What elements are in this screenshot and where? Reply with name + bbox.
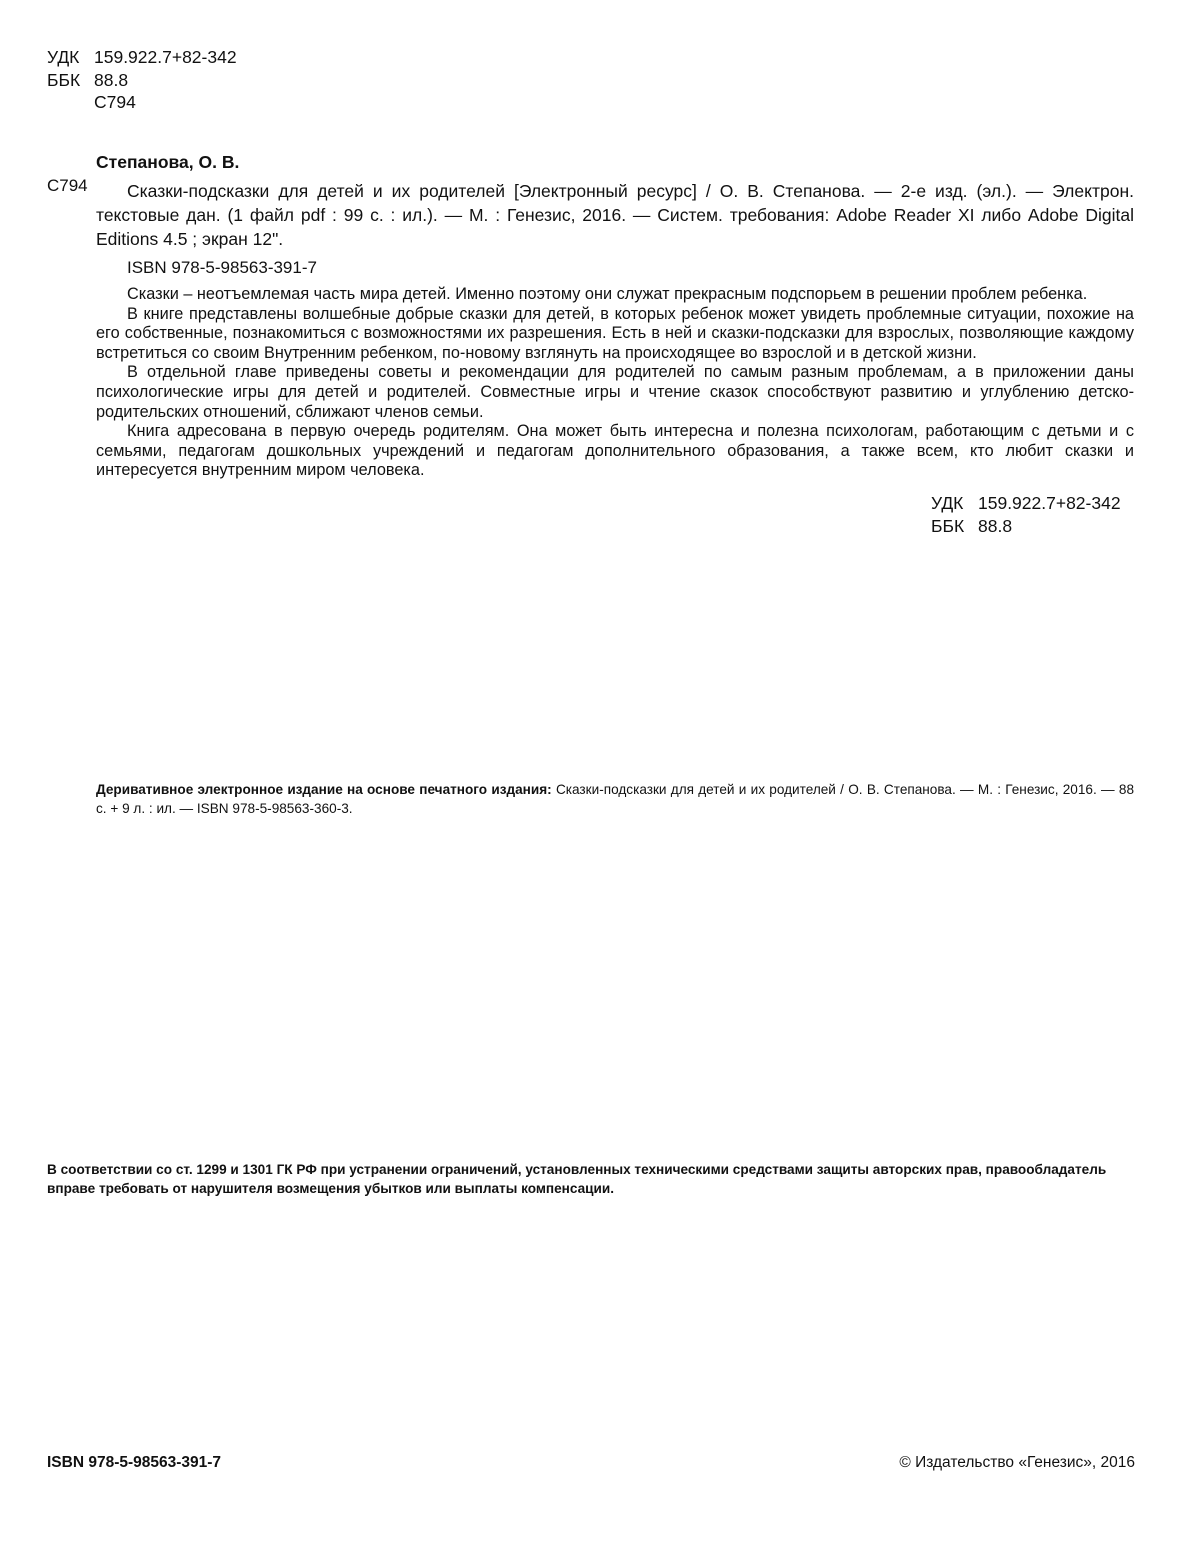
derivative-label: Деривативное электронное издание на основе печатного издания: <box>96 782 552 797</box>
annotation-paragraph: В книге представлены волшебные добрые сказки для детей, в которых ребенок может увидеть проблемные ситуации, похожие на его собственные, познакомиться с возможностями их разрешения. Есть в ней и сказки-подсказки для взрослых, позволяющие каждому встретиться со своим Внутренним ребенком, по-новому взглянуть на происходящее во взрослой и в детской жизни. <box>96 304 1134 362</box>
udk-value: 159.922.7+82-342 <box>94 47 237 67</box>
bbk-value: 88.8 <box>94 69 129 90</box>
udk-row <box>47 46 237 69</box>
bbk-row <box>47 69 237 92</box>
derivative-text: Сказки-подсказки для детей и их родителей / О. В. Степанова. — М. : Генезис, 2016. — 88 с. + 9 л. : ил. — ISBN 978-5-98563-360-3. <box>96 782 1134 816</box>
author-heading: Степанова, О. В. <box>96 152 240 172</box>
classification-right <box>931 492 1121 537</box>
annotation-paragraph: В отдельной главе приведены советы и рекомендации для родителей по самым разным проблемам, а в приложении даны психологические игры для детей и родителей. Совместные игры и чтение сказок способствуют развитию и углублению детско-родительских отношений, сближают членов семьи. <box>96 363 1134 421</box>
udk-value-right: 159.922.7+82-342 <box>978 493 1121 513</box>
classification-top <box>47 46 237 114</box>
bbk-row-right <box>931 515 1121 538</box>
author-mark-top: С794 <box>94 92 136 112</box>
udk-label: УДК <box>47 47 80 67</box>
annotation-paragraph: Книга адресована в первую очередь родителям. Она может быть интересна и полезна психологам, работающим с детьми и с семьями, педагогам дошкольных учреждений и педагогам дополнительного образования, а также всем, кто любит сказки и интересуется внутренним миром человека. <box>96 422 1134 480</box>
legal-notice: В соответствии со ст. 1299 и 1301 ГК РФ при устранении ограничений, установленных техническими средствами защиты авторских прав, правообладатель вправе требовать от нарушителя возмещения убытков или выплаты компенсации. <box>47 1162 1107 1196</box>
footer-isbn: ISBN 978-5-98563-391-7 <box>47 1454 222 1471</box>
author-mark-row <box>47 91 237 114</box>
annotation <box>96 285 1134 481</box>
bbk-label-right: ББК <box>931 515 965 536</box>
derivative-edition-note <box>96 780 1134 818</box>
bbk-label: ББК <box>47 69 81 90</box>
copyright: © Издательство «Генезис», 2016 <box>899 1454 1135 1471</box>
author-mark-margin: С794 <box>47 176 88 195</box>
isbn-entry: ISBN 978-5-98563-391-7 <box>127 258 317 277</box>
annotation-paragraph: Сказки – неотъемлемая часть мира детей. Именно поэтому они служат прекрасным подспорьем в решении проблем ребенка. <box>127 285 1088 303</box>
udk-row-right <box>931 492 1121 515</box>
udk-label-right: УДК <box>931 493 964 513</box>
bibliographic-description: Сказки-подсказки для детей и их родителей [Электронный ресурс] / О. В. Степанова. — 2-е изд. (эл.). — Электрон. текстовые дан. (1 файл pdf : 99 с. : ил.). — М. : Генезис, 2016. — Систем. требования: Adobe Reader XI либо Adobe Digital Editions 4.5 ; экран 12". <box>96 181 1134 249</box>
bbk-value-right: 88.8 <box>978 515 1013 536</box>
